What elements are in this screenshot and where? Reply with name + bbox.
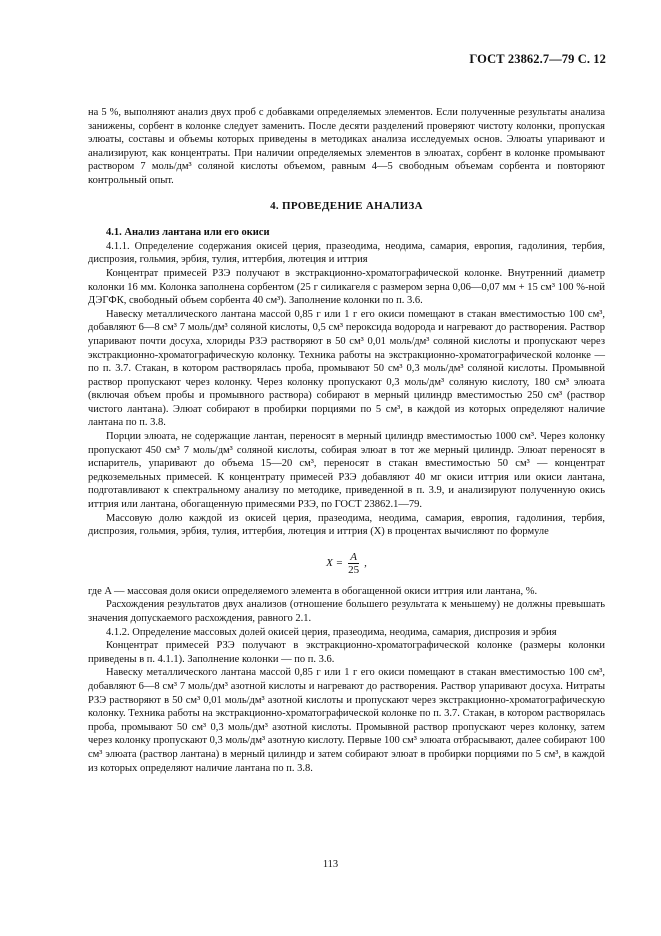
paragraph-sample-2: Навеску металлического лантана массой 0,85 г или 1 г его окиси помещают в стакан вместимостью 100 см³, добавляют 6—8 см³ 7 моль/дм³ азотной кислоты и нагревают до растворения. Раствор упаривают досуха. Нитраты РЗЭ растворяют в 50 см³ 0,01 моль/дм³ азотной кислоты и пропускают через экстракционно-хроматографическую колонку. Техника работы на экстракционно-хроматографической колонке по п. 3.7. Стакан, в котором растворялась проба, промывают 50 см³ 0,3 моль/дм³ азотной кислоты. Промывной раствор пропускают через колонку, затем через колонку пропускают 0,3 моль/дм³ азотную кислоту. Первые 100 см³ элюата отбрасывают, далее собирают 100 см³ элюата (раствор лантана) в мерный цилиндр и затем собирают элюат в пробирки порциями по 5 см³, в каждой из которых определяют наличие лантана по п. 3.8. bbox=[88, 667, 605, 774]
formula-numerator: A bbox=[350, 550, 357, 563]
section-title: 4. ПРОВЕДЕНИЕ АНАЛИЗА bbox=[270, 199, 423, 212]
paragraph-discrepancy: Расхождения результатов двух анализов (отношение большего результата к меньшему) не должны превышать значения допускаемого расхождения, равного 2.1. bbox=[88, 599, 605, 624]
page-number: 113 bbox=[322, 859, 339, 870]
formula-lhs: X = bbox=[326, 556, 344, 569]
formula-fraction bbox=[346, 551, 361, 576]
paragraph-concentrate-2: Концентрат примесей РЗЭ получают в экстракционно-хроматографической колонке (размеры колонки приведены в п. 4.1.1). Заполнение колонки — по п. 3.6. bbox=[88, 640, 605, 665]
subsection-title: 4.1. Анализ лантана или его окиси bbox=[106, 227, 270, 239]
paragraph-sample-1: Навеску металлического лантана массой 0,85 г или 1 г его окиси помещают в стакан вместимостью 100 см³, добавляют 6—8 см³ 7 моль/дм³ соляной кислоты, 0,5 см³ пероксида водорода и нагревают до растворения. Раствор упаривают почти досуха, хлориды РЗЭ растворяют в 50 см³ 0,01 моль/дм³ соляной кислоты и пропускают через экстракционно-хроматографическую колонку. Техника работы на экстракционно-хроматографической колонке — по п. 3.7. Стакан, в котором растворялась проба, промывают 50 см³ 0,3 моль/дм³ соляной кислоты. Промывной раствор пропускают через колонку. Через колонку пропускают 0,3 моль/дм³ соляную кислоту, 180 см³ элюата (включая объем пробы и промывного раствора) собирают в мерный цилиндр вместимостью 250 см³ (раствор чистого лантана). Элюат собирают в пробирки порциями по 5 см³, в каждой из которых определяют наличие лантана по п. 3.8. bbox=[88, 308, 605, 429]
formula-denominator: 25 bbox=[348, 563, 360, 576]
subsection-paragraph bbox=[88, 226, 605, 240]
clause-4-1-2: 4.1.2. Определение массовых долей окисей церия, празеодима, неодима, самария, диспрозия и эрбия bbox=[106, 626, 557, 638]
paragraph-eluate-portions: Порции элюата, не содержащие лантан, переносят в мерный цилиндр вместимостью 1000 см³. Через колонку пропускают 450 см³ 7 моль/дм³ соляной кислоты, собирая элюат в тот же мерный цилиндр. Элюат переносят в испаритель, упаривают до объема 15—20 см³, переносят в стакан вместимостью 50 см³ — концентрат редкоземельных примесей. К концентрату примесей РЗЭ добавляют 40 мг окиси иттрия или окиси лантана, подготавливают к спектральному анализу по методике, приведенной в п. 3.9, и анализируют полученную окись иттрия или лантана, обогащенную примесями РЗЭ, по ГОСТ 23862.1—79. bbox=[88, 431, 605, 511]
formula-tail: , bbox=[364, 556, 367, 569]
paragraph-where: где A — массовая доля окиси определяемого элемента в обогащенной окиси иттрия или лантана, %. bbox=[88, 585, 538, 597]
page-header: ГОСТ 23862.7—79 С. 12 bbox=[469, 52, 606, 66]
formula bbox=[88, 551, 605, 576]
page-body bbox=[88, 106, 605, 775]
paragraph-continuation: на 5 %, выполняют анализ двух проб с добавками определяемых элементов. Если полученные результаты анализа занижены, сорбент в колонке следует заменить. После десяти разделений проверяют чистоту колонки, пропуская элюаты, составы и объемы которых приведены в методиках анализа исследуемых основ. Элюаты упаривают и анализируют, как концентраты. При наличии определяемых элементов в элюатах, сорбент в колонке промывают раствором 7 моль/дм³ соляной кислоты объемом, равным 4—5 свободным объемам сорбента и повторяют контрольный опыт. bbox=[88, 107, 605, 186]
paragraph-mass-fraction: Массовую долю каждой из окисей церия, празеодима, неодима, самария, европия, гадолиния, тербия, диспрозия, гольмия, эрбия, тулия, иттербия, лютеция и иттрия (X) в процентах вычисляют по формуле bbox=[88, 512, 605, 538]
clause-4-1-1: 4.1.1. Определение содержания окисей церия, празеодима, неодима, самария, европия, гадолиния, тербия, диспрозия, гольмия, эрбия, тулия, иттербия, лютеция и иттрия bbox=[88, 240, 605, 266]
paragraph-concentrate-1: Концентрат примесей РЗЭ получают в экстракционно-хроматографической колонке. Внутренний диаметр колонки 16 мм. Колонка заполнена сорбентом (25 г силикагеля с размером зерна 0,06—0,07 мм + 15 см³ 100 %-ной ДЭГФК, свободный объем сорбента 40 см³). Заполнение колонки по п. 3.6. bbox=[88, 267, 605, 307]
